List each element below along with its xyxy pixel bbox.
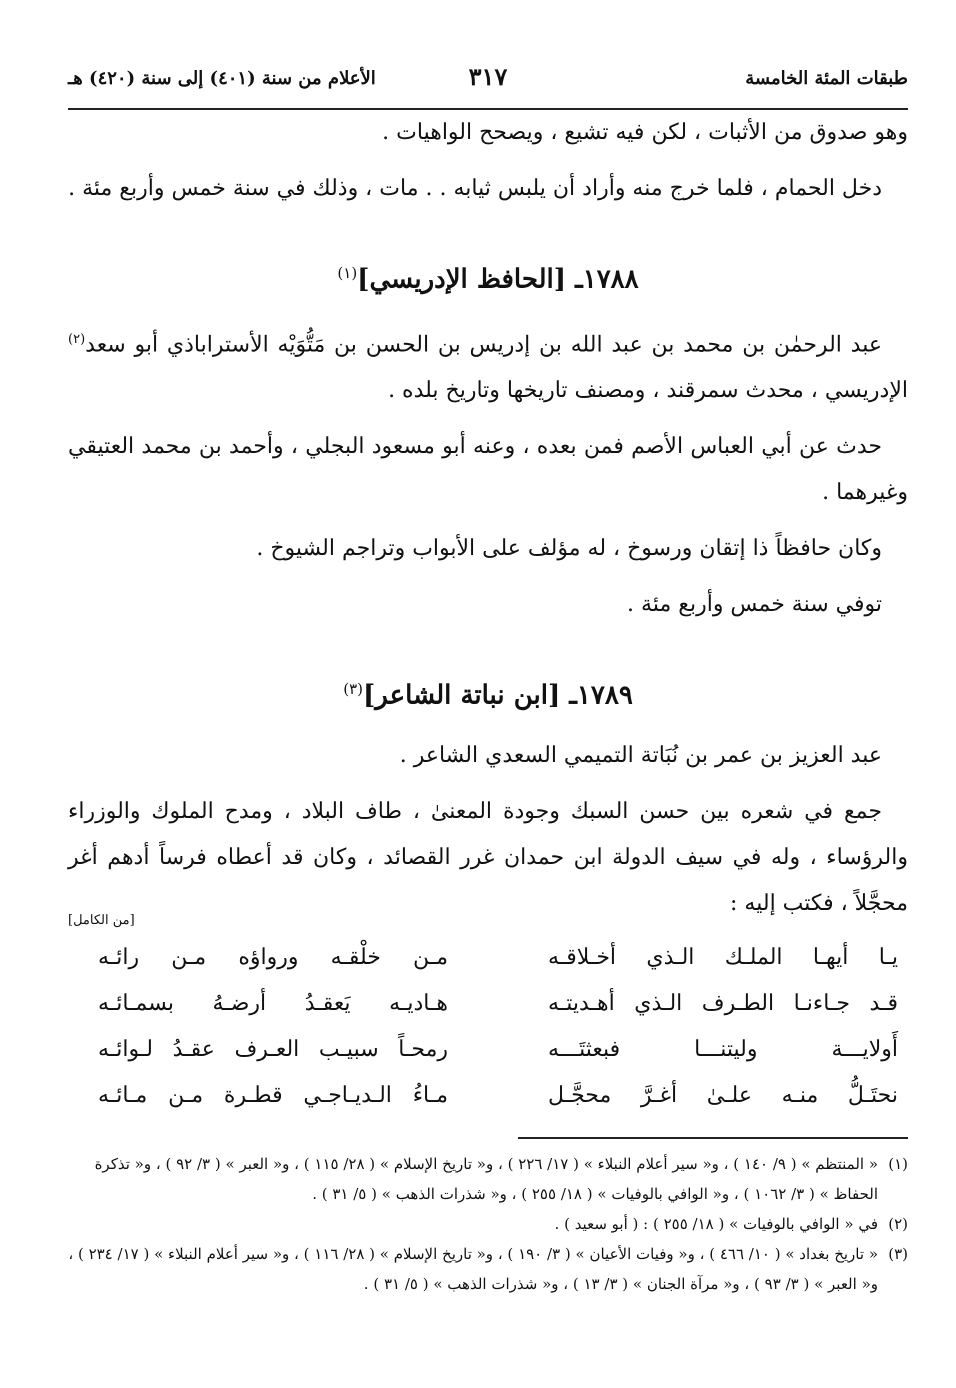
verse-first-hemistich: أَولايـــة وليتنـــا فبعثتَـــه	[548, 1036, 898, 1062]
footnote-text: « المنتظم » ( ٩/ ١٤٠ ) ، و« سير أعلام النبلاء » ( ١٧/ ٢٢٦ ) ، و« تاريخ الإسلام » ( ٢٨/ ١١٥ ) ، و« العبر » ( ٣/ ٩٢ ) ، و« تذكرة الحفاظ » ( ٣/ ١٠٦٢ ) ، و« الوافي بالوفيات » ( ١٨/ ٢٥٥ ) ، و« شذرات الذهب » ( ٥/ ٣١ ) .	[94, 1154, 878, 1203]
entry-title-text: ١٧٨٨ـ [الحافظ الإدريسي]	[357, 264, 639, 295]
entry-title-text: ١٧٨٩ـ [ابن نباتة الشاعر]	[362, 680, 633, 711]
poem-verse	[68, 981, 908, 1027]
footnote-text: في « الوافي بالوفيات » ( ١٨/ ٢٥٥ ) : ( أبو سعيد ) .	[554, 1214, 878, 1233]
verse-first-hemistich: قـد جـاءنـا الطـرف الـذي أهـديتـه	[548, 990, 898, 1016]
footnote	[68, 1149, 908, 1209]
footnote-ref: (٣)	[343, 679, 363, 698]
verse-second-hemistich: رمحـاً سبيـب العـرف عقـدُ لـوائـه	[98, 1036, 448, 1062]
poem-verse	[68, 1027, 908, 1073]
verse-second-hemistich: مـاءُ الـديـاجـي قطـرة مـن مـائـه	[98, 1082, 448, 1108]
poem-verse	[68, 935, 908, 981]
footnote-text: « تاريخ بغداد » ( ١٠/ ٤٦٦ ) ، و« وفيات الأعيان » ( ٣/ ١٩٠ ) ، و« تاريخ الإسلام » ( ٢٨/ ١١٦ ) ، و« سير أعلام النبلاء » ( ١٧/ ٢٣٤ ) ، و« العبر » ( ٣/ ٩٣ ) ، و« مرآة الجنان » ( ٣/ ١٣ ) ، و« شذرات الذهب » ( ٥/ ٣١ ) .	[68, 1244, 878, 1293]
footnote	[68, 1239, 908, 1299]
footnote-ref: (١)	[337, 264, 358, 282]
paragraph-name-lineage	[68, 317, 908, 414]
name-lineage-tail: الإدريسي ، محدث سمرقند ، ومصنف تاريخها وتاريخ بلده .	[388, 377, 908, 403]
paragraph-works: وكان حافظاً ذا إتقان ورسوخ ، له مؤلف على الأبواب وتراجم الشيوخ .	[256, 535, 882, 561]
footnote-number: (٢)	[888, 1214, 908, 1233]
entry-title-1788	[68, 248, 908, 305]
paragraph-death-note: دخل الحمام ، فلما خرج منه وأراد أن يلبس ثيابه . . مات ، وذلك في سنة خمس وأربع مئة .	[68, 176, 882, 201]
running-head-section-title: طبقات المئة الخامسة	[745, 68, 908, 89]
verse-second-hemistich: مـن خلْقـه ورواؤه مـن رائـه	[98, 944, 448, 970]
verse-second-hemistich: هـاديـه يَعقـدُ أرضـهُ بسمـائـه	[98, 990, 448, 1016]
running-head-volume-range: الأعلام من سنة (٤٠١) إلى سنة (٤٢٠) هـ	[68, 68, 376, 89]
name-lineage-text: عبد الرحمٰن بن محمد بن عبد الله بن إدريس بن الحسن بن مَتُّوَيْه الأستراباذي أبو سعد	[85, 331, 882, 357]
footnote-number: (١)	[888, 1154, 908, 1173]
paragraph-name-lineage: عبد العزيز بن عمر بن نُبَاتة التميمي السعدي الشاعر .	[399, 742, 882, 768]
entry-title-1789	[68, 664, 908, 721]
footnotes	[68, 1149, 908, 1299]
paragraph-death: توفي سنة خمس وأربع مئة .	[627, 591, 882, 617]
paragraph-narrators: حدث عن أبي العباس الأصم فمن بعده ، وعنه أبو مسعود البجلي ، وأحمد بن محمد العتيقي وغيرهما .	[68, 433, 908, 505]
page-number: ٣١٧	[468, 62, 508, 91]
poem	[68, 935, 908, 1119]
footnote-divider	[518, 1137, 908, 1139]
footnote-number: (٣)	[888, 1244, 908, 1263]
running-head	[68, 58, 908, 110]
poem-meter-label: [من الكامل]	[68, 912, 135, 928]
book-page	[68, 58, 908, 1358]
footnote-ref: (٢)	[68, 331, 86, 347]
poem-verse	[68, 1073, 908, 1119]
page-body	[68, 110, 908, 1119]
paragraph-continuation: وهو صدوق من الأثبات ، لكن فيه تشيع ، ويصحح الواهيات .	[382, 120, 908, 145]
verse-first-hemistich: يـا أيهـا الملـك الـذي أخـلاقـه	[548, 944, 898, 970]
footnote	[68, 1209, 908, 1239]
paragraph-biography: جمع في شعره بين حسن السبك وجودة المعنىٰ ، طاف البلاد ، ومدح الملوك والوزراء والرؤساء ، وله في سيف الدولة ابن حمدان غرر القصائد ، وكان قد أعطاه فرساً أدهم أغر محجَّلاً ، فكتب إليه :	[68, 798, 908, 916]
verse-first-hemistich: نحتَـلُّ منـه علـىٰ أغـرَّ محجَّـل	[548, 1082, 898, 1108]
